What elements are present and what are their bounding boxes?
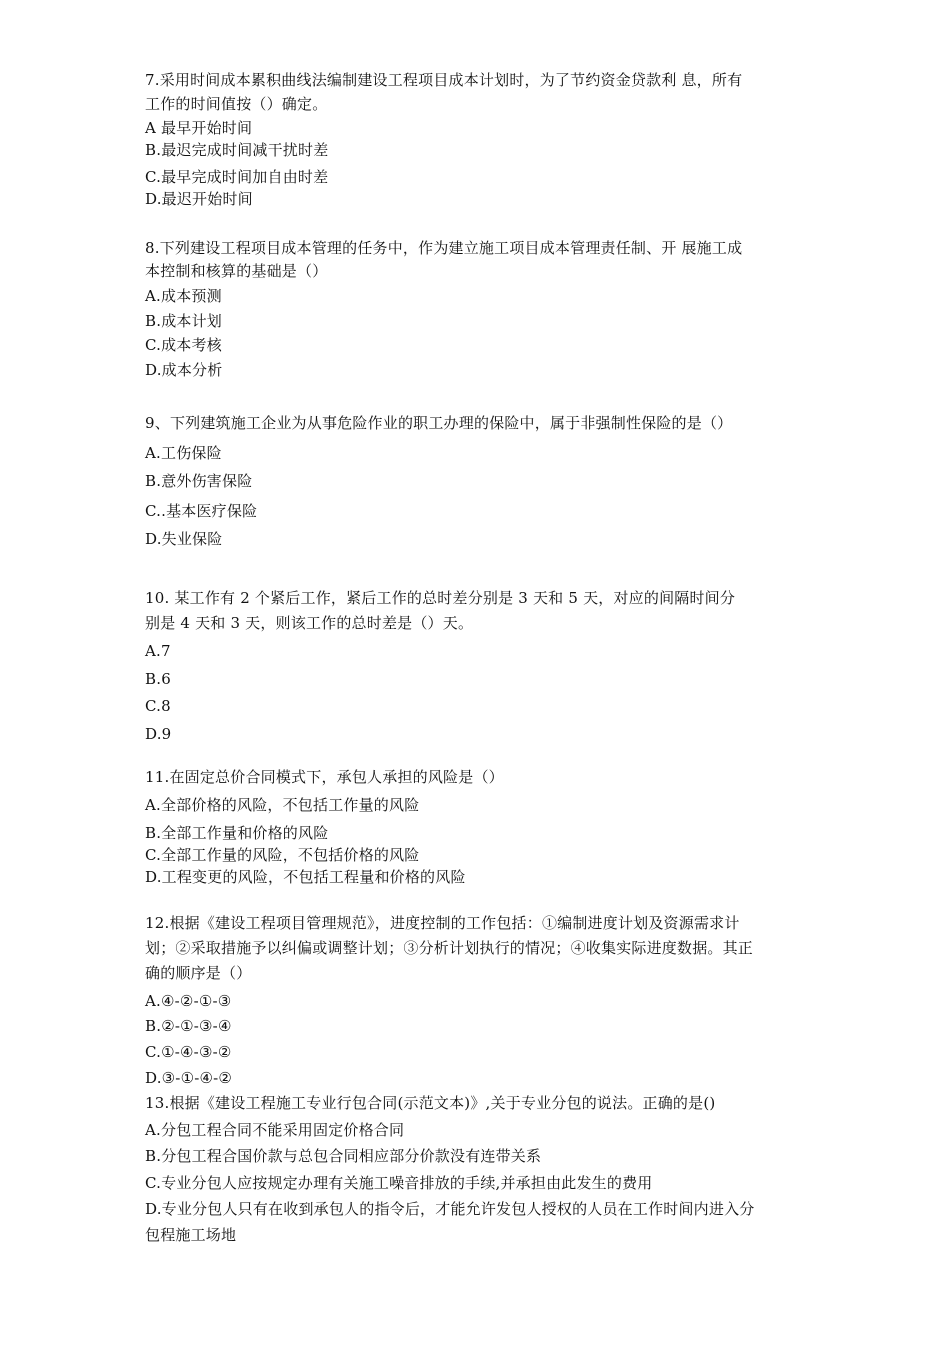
question-10-stem-line-1: 10. 某工作有 2 个紧后工作，紧后工作的总时差分别是 3 天和 5 天，对应的间隔时间分	[145, 589, 736, 607]
question-8-option-d: D.成本分析	[145, 361, 223, 379]
question-9-option-b: B.意外伤害保险	[145, 472, 253, 490]
question-13-option-a: A.分包工程合同不能采用固定价格合同	[145, 1121, 405, 1139]
question-7-option-b: B.最迟完成时间减干扰时差	[145, 141, 329, 159]
question-11-stem-line-1: 11.在固定总价合同模式下，承包人承担的风险是（）	[145, 768, 504, 786]
question-8-option-a: A.成本预测	[145, 287, 222, 305]
question-10-option-b: B.6	[145, 670, 171, 688]
question-8-option-c: C.成本考核	[145, 336, 222, 354]
question-10-option-c: C.8	[145, 697, 171, 715]
question-10-stem-line-2: 别是 4 天和 3 天，则该工作的总时差是（）天。	[145, 614, 474, 632]
question-12-option-c: C.①-④-③-②	[145, 1043, 232, 1061]
question-11-option-b: B.全部工作量和价格的风险	[145, 824, 329, 842]
question-10-option-a: A.7	[145, 642, 171, 660]
question-7-stem-line-2: 工作的时间值按（）确定。	[145, 95, 328, 113]
question-8-stem-line-2: 本控制和核算的基础是（）	[145, 262, 328, 280]
question-11-option-d: D.工程变更的风险，不包括工程量和价格的风险	[145, 868, 466, 886]
question-9-option-c: C..基本医疗保险	[145, 502, 258, 520]
question-7-option-c: C.最早完成时间加自由时差	[145, 168, 329, 186]
question-11-option-c: C.全部工作量的风险，不包括价格的风险	[145, 846, 420, 864]
question-8-option-b: B.成本计划	[145, 312, 222, 330]
question-12-stem-line-2: 划；②采取措施予以纠偏或调整计划；③分析计划执行的情况；④收集实际进度数据。其正	[145, 939, 754, 957]
question-13-option-c: C.专业分包人应按规定办理有关施工噪音排放的手续,并承担由此发生的费用	[145, 1174, 653, 1192]
question-12-stem-line-1: 12.根据《建设工程项目管理规范》，进度控制的工作包括：①编制进度计划及资源需求计	[145, 914, 740, 932]
question-7-stem-line-1: 7.采用时间成本累积曲线法编制建设工程项目成本计划时，为了节约资金贷款利 息，所有	[145, 71, 743, 89]
question-12-option-a: A.④-②-①-③	[145, 992, 232, 1010]
question-13-option-d: D.专业分包人只有在收到承包人的指令后，才能允许发包人授权的人员在工作时间内进入分	[145, 1200, 755, 1218]
question-13-option-b: B.分包工程合国价款与总包合同相应部分价款没有连带关系	[145, 1147, 542, 1165]
question-12-option-b: B.②-①-③-④	[145, 1017, 232, 1035]
question-8-stem-line-1: 8.下列建设工程项目成本管理的任务中，作为建立施工项目成本管理责任制、开 展施工成	[145, 239, 743, 257]
question-9-stem-line-1: 9、下列建筑施工企业为从事危险作业的职工办理的保险中，属于非强制性保险的是（）	[145, 414, 733, 432]
question-7-option-a: A 最早开始时间	[145, 119, 253, 137]
question-13-option-d-continued: 包程施工场地	[145, 1226, 237, 1244]
question-10-option-d: D.9	[145, 725, 172, 743]
question-9-option-a: A.工伤保险	[145, 444, 222, 462]
question-11-option-a: A.全部价格的风险，不包括工作量的风险	[145, 796, 420, 814]
question-9-option-d: D.失业保险	[145, 530, 223, 548]
question-7-option-d: D.最迟开始时间	[145, 190, 253, 208]
question-13-stem-line-1: 13.根据《建设工程施工专业行包合同(示范文本)》,关于专业分包的说法。正确的是()	[145, 1094, 716, 1112]
question-12-option-d: D.③-①-④-②	[145, 1069, 233, 1087]
question-12-stem-line-3: 确的顺序是（）	[145, 964, 252, 982]
